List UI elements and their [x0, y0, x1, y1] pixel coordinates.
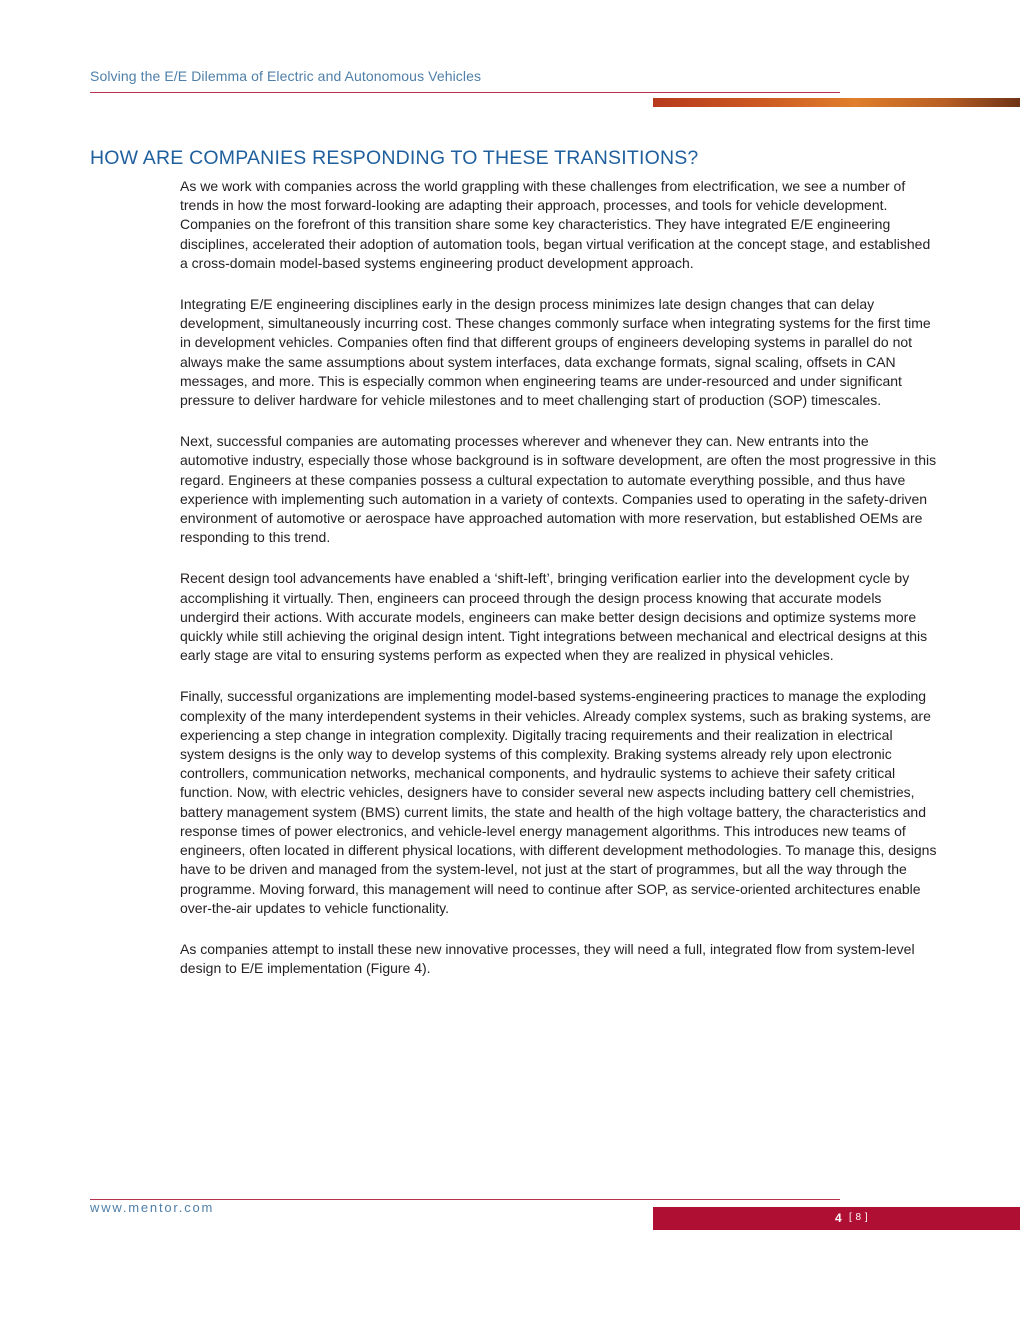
paragraph-1: As we work with companies across the world grappling with these challenges from electrification, we see a number of trends in how the most forward-looking are adapting their approach, processes, and tools for vehicle development. Companies on the forefront of this transition share some key characteristics. They have integrated E/E engineering disciplines, accelerated their adoption of automation tools, began virtual verification at the concept stage, and established a cross-domain model-based systems engineering product development approach.	[180, 178, 931, 271]
footer-website-link[interactable]: www.mentor.com	[90, 1200, 215, 1215]
paragraph-5: Finally, successful organizations are implementing model-based systems-engineering practices to manage the exploding complexity of the many interdependent systems in their vehicles. Already complex systems, such as braking systems, are experiencing a step change in integration complexity. Digitally tracing requirements and their realization in electrical system designs is the only way to develop systems of this complexity. Braking systems already rely upon electronic controllers, communication networks, mechanical components, and hydraulic systems to achieve their safety critical function. Now, with electric vehicles, designers have to consider several new aspects including battery cell chemistries, battery management system (BMS) current limits, the state and health of the high voltage battery, the characteristics and response times of power electronics, and vehicle-level energy management algorithms. This introduces new teams of engineers, often located in different physical locations, with different development methodologies. To manage this, designs have to be driven and managed from the system-level, not just at the start of programmes, but all the way through the programme. Moving forward, this management will need to continue after SOP, as service-oriented architectures enable over-the-air updates to vehicle functionality.	[180, 688, 937, 916]
paragraph-4: Recent design tool advancements have enabled a ‘shift-left’, bringing verification earlier into the development cycle by accomplishing it virtually. Then, engineers can proceed through the design process knowing that accurate models undergird their actions. With accurate models, engineers can make better design decisions and optimize systems more quickly while still achieving the original design intent. Tight integrations between mechanical and electrical designs at this early stage are vital to ensuring systems perform as expected when they are realized in physical vehicles.	[180, 570, 928, 664]
header-divider	[90, 92, 840, 93]
page-number: 4	[835, 1211, 842, 1225]
header-accent-bar	[653, 98, 1020, 107]
footer-page-bar	[653, 1207, 1020, 1230]
running-header-title: Solving the E/E Dilemma of Electric and Autonomous Vehicles	[90, 68, 482, 84]
paragraph-3: Next, successful companies are automating processes wherever and whenever they can. New entrants into the automotive industry, especially those whose background is in software development, are often the most progressive in this regard. Engineers at these companies possess a cultural expectation to automate everything possible, and thus have experience with implementing such automation in a variety of contexts. Companies used to operating in the safety-driven environment of automotive or aerospace have approached automation with more reservation, but established OEMs are responding to this trend.	[180, 433, 937, 546]
paragraph-2: Integrating E/E engineering disciplines early in the design process minimizes late design changes that can delay development, simultaneously incurring cost. These changes commonly surface when integrating systems for the first time in development vehicles. Companies often find that different groups of engineers developing systems in parallel do not always make the same assumptions about system interfaces, data exchange formats, signal scaling, offsets in CAN messages, and more. This is especially common when engineering teams are under-resourced and under significant pressure to deliver hardware for vehicle milestones and to meet challenging start of production (SOP) timescales.	[180, 296, 931, 409]
section-title: HOW ARE COMPANIES RESPONDING TO THESE TRANSITIONS?	[90, 147, 699, 169]
page-total: [ 8 ]	[849, 1212, 869, 1223]
paragraph-6: As companies attempt to install these new innovative processes, they will need a full, integrated flow from system-level design to E/E implementation (Figure 4).	[180, 940, 915, 977]
body-text	[180, 177, 940, 1000]
